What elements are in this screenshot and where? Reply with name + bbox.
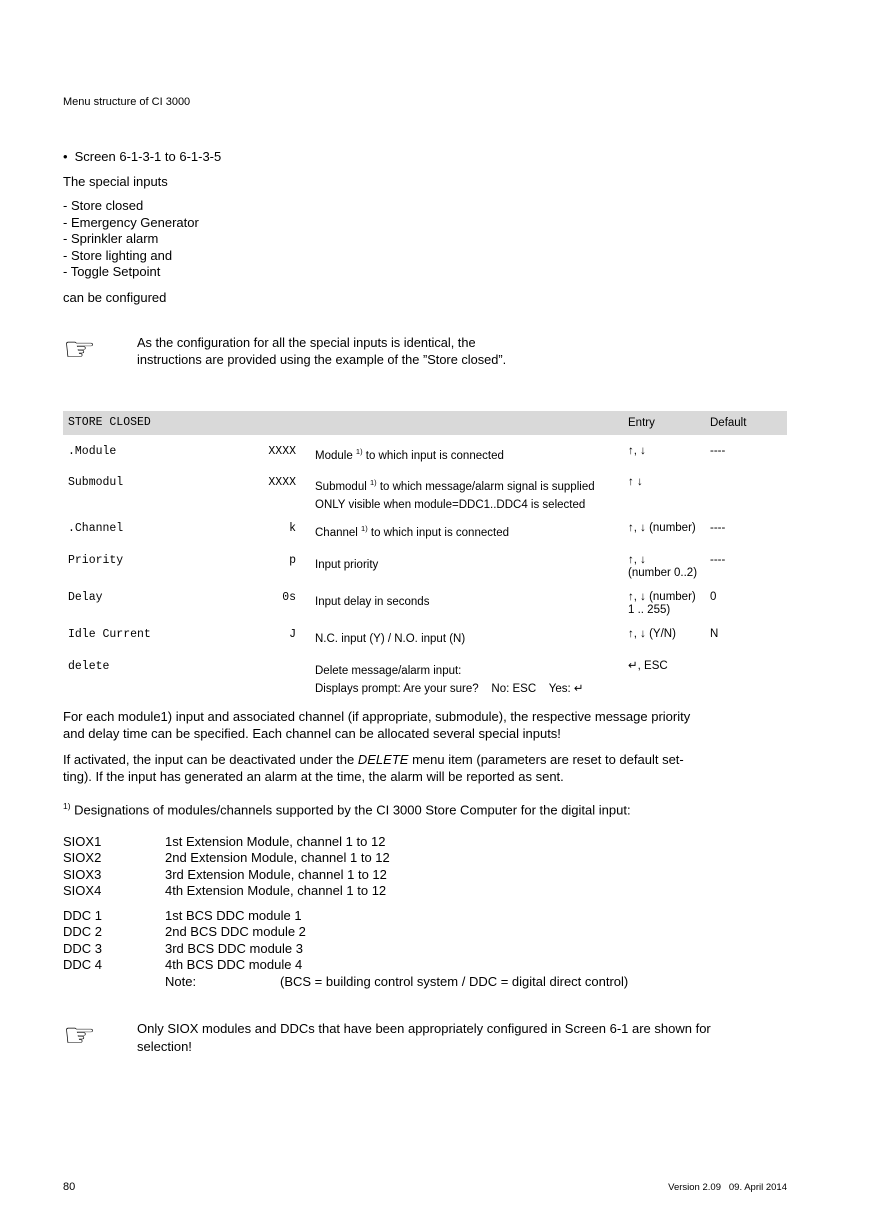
param-value: 0s [282, 590, 296, 604]
param-default: ---- [710, 553, 726, 566]
page-number: 80 [63, 1181, 76, 1193]
module-row [63, 867, 787, 884]
param-name: .Module [68, 444, 117, 458]
param-name: delete [68, 659, 110, 673]
desc-line [315, 522, 628, 540]
table-row [63, 650, 787, 696]
column-header-entry: Entry [628, 416, 655, 429]
module-desc: 4th BCS DDC module 4 [165, 957, 303, 973]
param-default: N [710, 627, 719, 640]
desc-text: Channel [315, 526, 362, 539]
note-icon-box [63, 1017, 137, 1054]
page-footer [63, 1181, 787, 1193]
paragraph-text: If activated, the input can be deactivated under the [63, 751, 358, 767]
note-value: (BCS = building control system / DDC = digital direct control) [280, 973, 629, 989]
bullet-screen-range [63, 148, 787, 165]
module-row [63, 941, 787, 958]
table-row [63, 466, 787, 512]
desc-text: Delete message/alarm input: [315, 664, 462, 677]
entry-line: ↑ ↓ [628, 476, 643, 489]
module-desc: 1st BCS DDC module 1 [165, 907, 302, 923]
paragraph-line: and delay time can be specified. Each channel can be allocated several special inputs! [63, 726, 561, 742]
param-default [710, 476, 787, 512]
param-entry [628, 628, 710, 650]
table-row [63, 544, 787, 581]
module-desc: 2nd Extension Module, channel 1 to 12 [165, 850, 390, 866]
param-default: 0 [710, 590, 717, 603]
special-input-item: - Sprinkler alarm [63, 231, 159, 246]
entry-line: (number 0..2) [628, 567, 698, 580]
param-name: Delay [68, 590, 103, 604]
footnote-marker: 1) [361, 524, 368, 534]
module-row [63, 908, 787, 925]
pointing-hand-icon: ☞ [63, 1017, 96, 1054]
desc-line: Displays prompt: Are your sure? No: ESC Yes: ↵ [315, 682, 584, 695]
param-entry [628, 445, 710, 467]
param-description [296, 445, 628, 467]
desc-text: Input delay in seconds [315, 595, 430, 608]
desc-text: Submodul [315, 481, 370, 494]
paragraph-line: ting). If the input has generated an alarm at the time, the alarm will be reported as sent. [63, 769, 564, 785]
desc-line [315, 660, 628, 678]
entry-line: 1 .. 255) [628, 604, 671, 617]
desc-line [315, 591, 628, 609]
siox-module-list [63, 834, 787, 900]
pointing-hand-icon: ☞ [63, 330, 96, 367]
desc-text: to which input is connected [367, 526, 509, 539]
table-title: STORE CLOSED [68, 416, 151, 429]
param-default: ---- [710, 522, 726, 535]
table-row [63, 512, 787, 544]
footnote-text: Designations of modules/channels supported by the CI 3000 Store Computer for the digital input: [70, 801, 631, 817]
entry-line: ↑, ↓ [628, 444, 646, 457]
entry-line: ↑, ↓ (Y/N) [628, 627, 676, 640]
param-name: Priority [68, 553, 124, 567]
note-text-line: selection! [137, 1038, 192, 1054]
module-row [63, 850, 787, 867]
desc-text: Module [315, 449, 356, 462]
entry-line: ↑, ↓ [628, 553, 646, 566]
note-icon-box [63, 330, 137, 367]
module-label: SIOX3 [63, 866, 102, 882]
param-default: ---- [710, 444, 726, 457]
table-row [63, 435, 787, 467]
special-input-item: - Store closed [63, 198, 144, 213]
module-desc: 4th Extension Module, channel 1 to 12 [165, 883, 387, 899]
menu-item-reference: DELETE [357, 751, 409, 767]
footnote-marker: 1) [369, 478, 377, 488]
paragraph-line: For each module1) input and associated channel (if appropriate, submodule), the respective message priority [63, 708, 691, 724]
module-row [63, 883, 787, 900]
module-label: DDC 2 [63, 924, 103, 940]
module-label: SIOX4 [63, 883, 102, 899]
entry-line: ↵, ESC [628, 659, 668, 672]
param-description [296, 628, 628, 650]
special-input-item: - Emergency Generator [63, 214, 199, 230]
param-value: J [289, 627, 296, 641]
module-row [63, 834, 787, 851]
paragraph-line [63, 751, 787, 769]
module-label: SIOX2 [63, 850, 102, 866]
version-info: Version 2.09 09. April 2014 [668, 1182, 787, 1193]
running-header: Menu structure of CI 3000 [63, 96, 191, 108]
module-label: DDC 3 [63, 940, 103, 956]
note-text-line: Only SIOX modules and DDCs that have been appropriately configured in Screen 6-1 are shown for [137, 1021, 711, 1037]
footnote-marker: 1) [355, 446, 363, 456]
desc-text: to which message/alarm signal is supplied [376, 481, 595, 494]
param-entry [628, 660, 710, 696]
note-text-line: instructions are provided using the example of the ”Store closed”. [137, 351, 507, 367]
desc-line: ONLY visible when module=DDC1..DDC4 is selected [315, 499, 586, 512]
intro-lead: The special inputs [63, 174, 168, 189]
note-spacer [63, 974, 165, 991]
paragraph-text: menu item (parameters are reset to default set- [408, 751, 684, 767]
table-header-row [63, 411, 787, 435]
body-paragraph [63, 751, 787, 786]
desc-line [315, 554, 628, 572]
footnote-marker: 1) [63, 800, 71, 811]
param-value [238, 660, 296, 696]
note-label: Note: [165, 973, 197, 989]
desc-line [315, 445, 628, 463]
param-entry [628, 591, 710, 618]
module-label: SIOX1 [63, 833, 102, 849]
entry-line: ↑, ↓ (number) [628, 590, 696, 603]
module-row [63, 957, 787, 974]
param-description [296, 591, 628, 618]
entry-line: ↑, ↓ (number) [628, 522, 696, 535]
special-inputs-list [63, 198, 787, 281]
bcs-ddc-note-row [63, 974, 787, 991]
module-desc: 3rd BCS DDC module 3 [165, 940, 303, 956]
module-desc: 1st Extension Module, channel 1 to 12 [165, 833, 386, 849]
param-name: Idle Current [68, 627, 151, 641]
param-description [296, 476, 628, 512]
note-block [63, 1017, 787, 1055]
param-value: p [289, 553, 296, 567]
param-description [296, 660, 628, 696]
param-value: k [289, 522, 296, 536]
table-row [63, 618, 787, 650]
note-text-line: As the configuration for all the special inputs is identical, the [137, 334, 476, 350]
param-name: Submodul [68, 476, 124, 490]
note-text [137, 334, 506, 368]
bullet-marker: • [63, 149, 68, 164]
param-default [710, 660, 787, 696]
desc-line [315, 628, 628, 646]
param-entry [628, 554, 710, 581]
ddc-module-list [63, 908, 787, 991]
footnote-heading [63, 798, 787, 818]
column-header-default: Default [710, 416, 747, 429]
desc-text: to which input is connected [362, 449, 504, 462]
desc-text: N.C. input (Y) / N.O. input (N) [315, 632, 466, 645]
module-label: DDC 1 [63, 907, 103, 923]
parameter-table [63, 411, 787, 696]
param-entry [628, 522, 710, 544]
desc-text: Input priority [315, 558, 379, 571]
intro-tail: can be configured [63, 289, 167, 305]
module-desc: 2nd BCS DDC module 2 [165, 924, 306, 940]
module-row [63, 924, 787, 941]
param-description [296, 554, 628, 581]
note-block [63, 330, 787, 368]
param-value: XXXX [268, 444, 296, 458]
bullet-text: Screen 6-1-3-1 to 6-1-3-5 [74, 149, 222, 164]
module-label: DDC 4 [63, 957, 103, 973]
table-row [63, 581, 787, 618]
param-name: .Channel [68, 522, 124, 536]
special-input-item: - Store lighting and [63, 247, 173, 263]
body-paragraph [63, 708, 787, 743]
special-input-item: - Toggle Setpoint [63, 264, 161, 279]
module-desc: 3rd Extension Module, channel 1 to 12 [165, 866, 387, 882]
param-description [296, 522, 628, 544]
param-value: XXXX [268, 476, 296, 490]
param-entry [628, 476, 710, 512]
note-text [137, 1020, 711, 1055]
desc-line [315, 476, 628, 494]
